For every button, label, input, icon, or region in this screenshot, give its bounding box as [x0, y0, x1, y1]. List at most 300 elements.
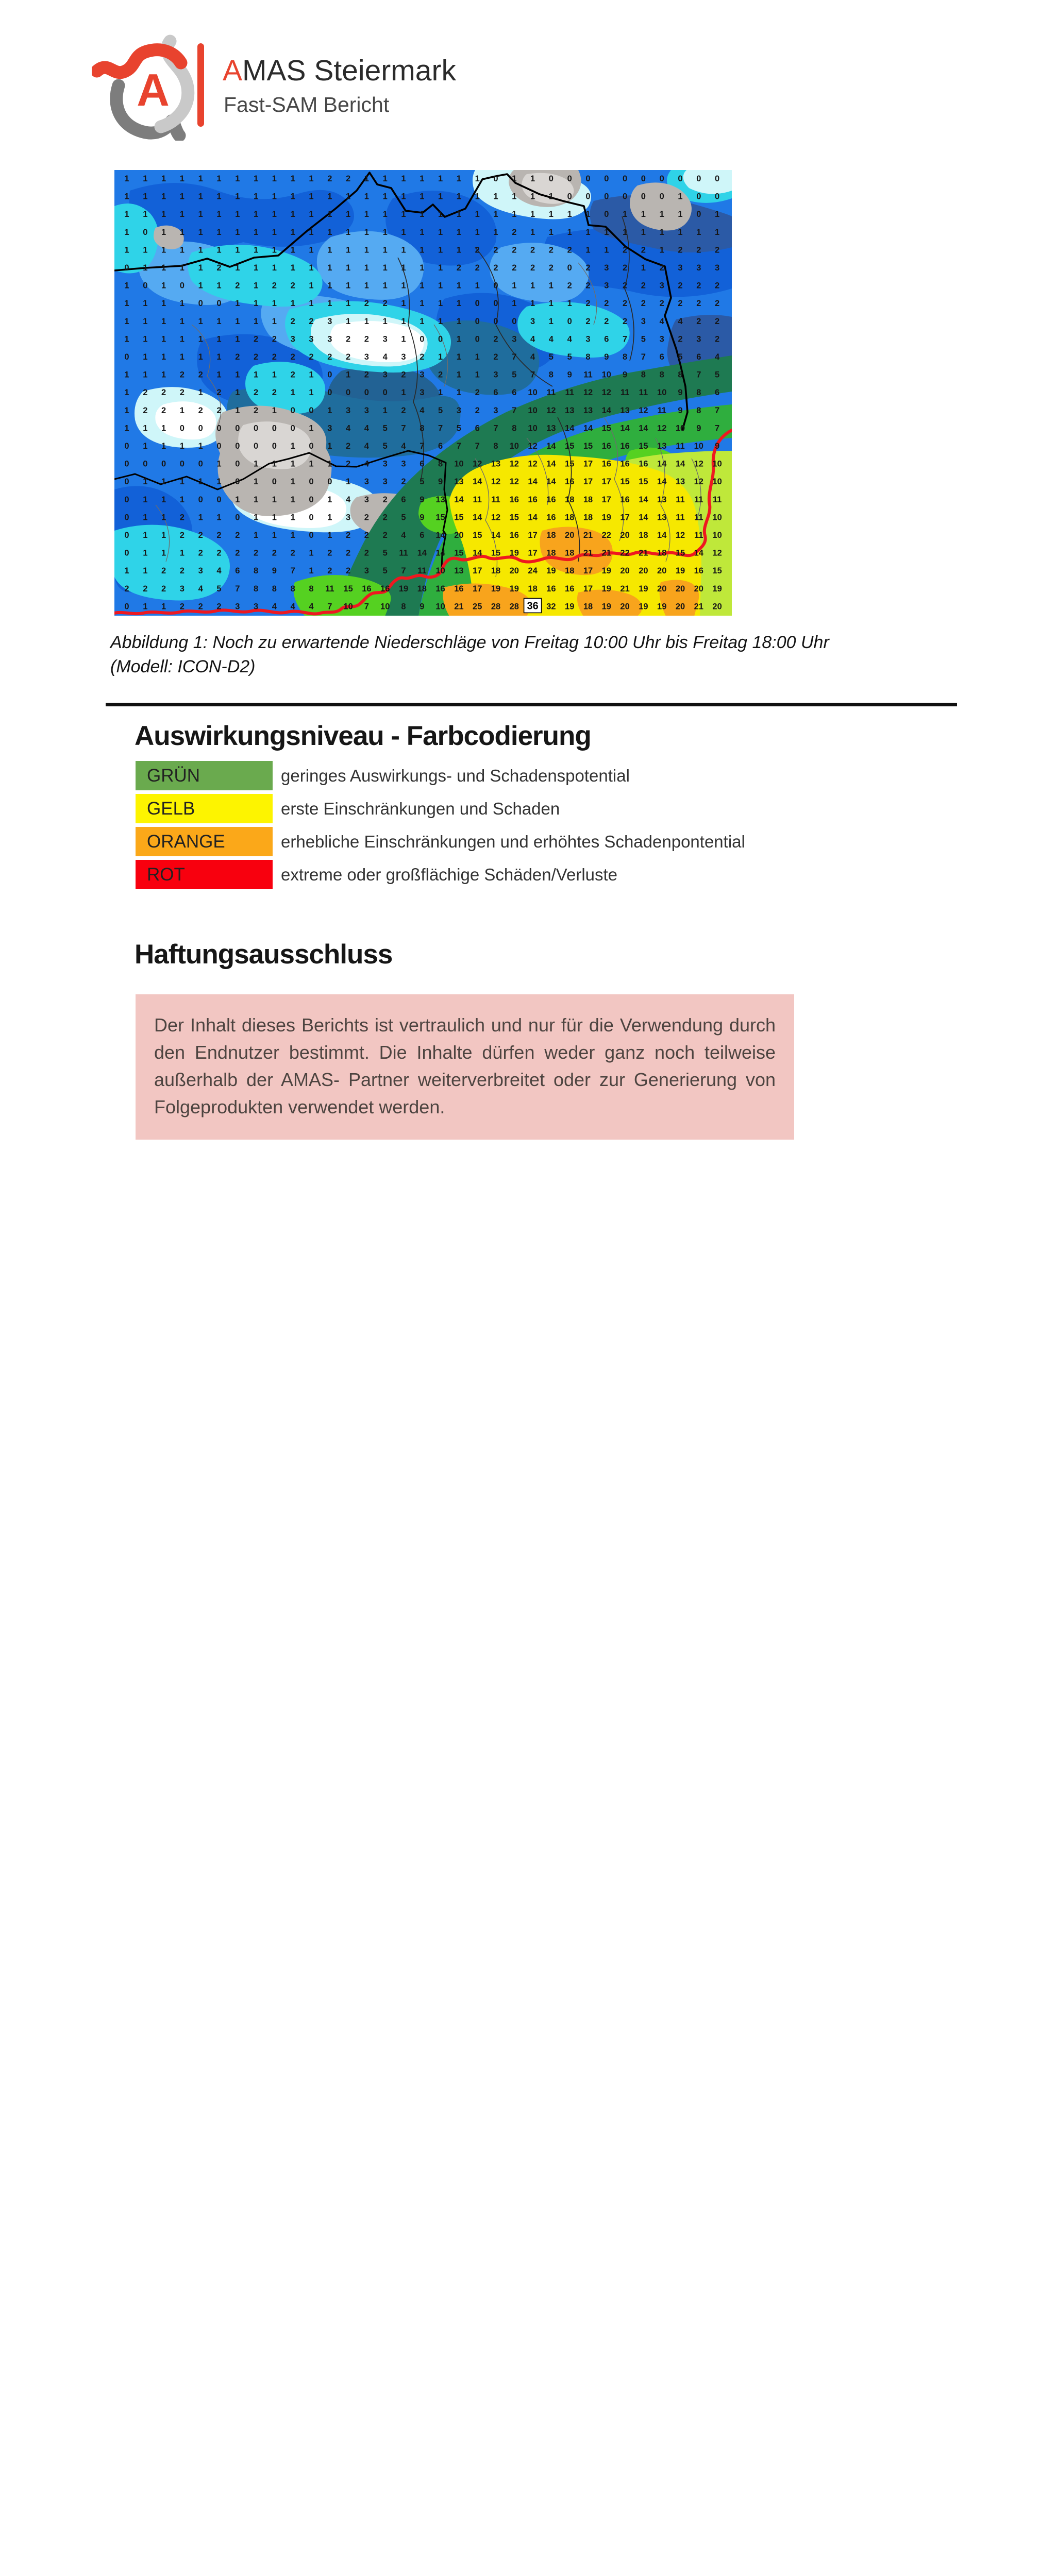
grid-value: 1 — [235, 299, 240, 309]
grid-value: 1 — [364, 174, 369, 183]
grid-value: 5 — [548, 352, 553, 362]
grid-value: 0 — [143, 281, 148, 291]
grid-value: 1 — [198, 210, 203, 219]
grid-value: 2 — [641, 245, 646, 255]
grid-value: 14 — [546, 459, 556, 469]
grid-value: 18 — [491, 566, 501, 576]
grid-value: 1 — [548, 299, 553, 309]
grid-value: 7 — [235, 584, 240, 594]
grid-value: 3 — [604, 281, 609, 291]
grid-value: 12 — [546, 405, 556, 415]
grid-value: 1 — [143, 442, 148, 451]
grid-value: 1 — [309, 227, 314, 237]
grid-value: 1 — [641, 210, 646, 219]
brand-rest: MAS Steiermark — [242, 54, 456, 87]
grid-value: 1 — [235, 245, 240, 255]
grid-value: 1 — [272, 531, 277, 540]
disclaimer-box — [136, 994, 794, 1140]
grid-value: 17 — [583, 477, 593, 487]
brand-title — [223, 54, 456, 88]
grid-value: 0 — [198, 459, 203, 469]
grid-value: 2 — [364, 513, 369, 522]
grid-value: 1 — [567, 299, 572, 309]
grid-value: 13 — [657, 495, 667, 504]
grid-value: 1 — [456, 192, 461, 201]
grid-value: 1 — [420, 192, 425, 201]
grid-value: 0 — [143, 459, 148, 469]
grid-value: 5 — [438, 405, 443, 415]
grid-value: 0 — [235, 513, 240, 522]
legend-row-orange — [136, 827, 909, 856]
grid-value: 2 — [254, 548, 259, 558]
grid-value: 4 — [198, 584, 203, 594]
grid-value: 1 — [124, 245, 129, 255]
grid-value: 14 — [675, 459, 685, 469]
grid-value: 18 — [565, 548, 575, 558]
grid-value: 15 — [454, 513, 464, 522]
grid-value: 1 — [438, 316, 443, 326]
grid-value: 2 — [290, 548, 295, 558]
grid-value: 0 — [272, 423, 277, 433]
grid-value: 1 — [143, 352, 148, 362]
grid-value: 14 — [528, 477, 538, 487]
grid-value: 2 — [548, 245, 553, 255]
grid-value: 1 — [143, 423, 148, 433]
grid-value: 0 — [124, 531, 129, 540]
grid-value: 2 — [143, 405, 148, 415]
grid-value: 21 — [583, 548, 593, 558]
grid-value: 1 — [678, 227, 683, 237]
grid-value: 1 — [327, 192, 332, 201]
grid-value: 1 — [161, 495, 166, 504]
grid-value: 1 — [475, 370, 480, 380]
grid-value: 1 — [272, 263, 277, 273]
grid-value: 1 — [179, 245, 184, 255]
grid-value: 2 — [290, 352, 295, 362]
grid-value: 17 — [528, 548, 538, 558]
grid-value: 2 — [346, 566, 351, 576]
grid-value: 8 — [696, 405, 701, 415]
grid-value: 2 — [364, 334, 369, 344]
legend-swatch-orange: ORANGE — [136, 827, 273, 856]
grid-value: 2 — [401, 405, 406, 415]
grid-value: 1 — [161, 370, 166, 380]
grid-value: 15 — [639, 477, 648, 487]
grid-value: 1 — [567, 227, 572, 237]
grid-value: 2 — [216, 388, 222, 398]
grid-value: 1 — [198, 245, 203, 255]
grid-value: 2 — [143, 388, 148, 398]
grid-value: 1 — [179, 263, 184, 273]
grid-value: 3 — [678, 263, 683, 273]
grid-value: 20 — [620, 531, 630, 540]
grid-value: 2 — [696, 299, 701, 309]
grid-value: 8 — [272, 584, 277, 594]
grid-value: 7 — [475, 442, 480, 451]
grid-value: 1 — [198, 334, 203, 344]
grid-value: 1 — [143, 531, 148, 540]
grid-value: 1 — [143, 210, 148, 219]
grid-value: 1 — [235, 263, 240, 273]
grid-value: 1 — [179, 227, 184, 237]
grid-value: 2 — [198, 548, 203, 558]
grid-value: 0 — [198, 299, 203, 309]
grid-value: 13 — [546, 423, 556, 433]
grid-value: 1 — [179, 352, 184, 362]
grid-value: 1 — [161, 174, 166, 183]
grid-value: 16 — [620, 442, 630, 451]
grid-value: 1 — [161, 548, 166, 558]
grid-value: 8 — [420, 423, 425, 433]
grid-value: 1 — [272, 405, 277, 415]
grid-value: 1 — [290, 299, 295, 309]
grid-value: 1 — [143, 548, 148, 558]
grid-value: 6 — [715, 388, 720, 398]
grid-value: 1 — [659, 227, 664, 237]
grid-value: 1 — [124, 281, 129, 291]
grid-value: 3 — [198, 566, 203, 576]
grid-value: 2 — [179, 602, 184, 612]
grid-value: 1 — [198, 477, 203, 487]
grid-value: 0 — [512, 316, 517, 326]
grid-value: 3 — [382, 459, 388, 469]
grid-value: 22 — [620, 548, 630, 558]
grid-value: 2 — [678, 299, 683, 309]
grid-value: 9 — [715, 442, 720, 451]
grid-value: 1 — [364, 227, 369, 237]
grid-value: 0 — [235, 459, 240, 469]
grid-value: 3 — [309, 334, 314, 344]
legend-row-rot — [136, 860, 909, 889]
grid-value: 8 — [659, 370, 664, 380]
grid-value: 1 — [254, 477, 259, 487]
grid-value: 1 — [216, 459, 222, 469]
legend-description: extreme oder großflächige Schäden/Verluste — [281, 865, 618, 884]
map-svg — [114, 170, 732, 616]
grid-value: 3 — [364, 477, 369, 487]
grid-value: 11 — [417, 566, 427, 576]
grid-value: 0 — [604, 192, 609, 201]
grid-value: 10 — [454, 459, 464, 469]
grid-value: 0 — [641, 174, 646, 183]
grid-value: 20 — [620, 602, 630, 612]
grid-value: 2 — [235, 548, 240, 558]
grid-value: 0 — [475, 299, 480, 309]
grid-value: 14 — [473, 477, 482, 487]
grid-value: 6 — [696, 352, 701, 362]
grid-value: 1 — [179, 477, 184, 487]
grid-value: 2 — [254, 352, 259, 362]
grid-value: 10 — [380, 602, 390, 612]
grid-value: 13 — [435, 495, 445, 504]
grid-value: 1 — [493, 227, 498, 237]
grid-value: 9 — [420, 495, 425, 504]
grid-value: 1 — [438, 263, 443, 273]
grid-value: 3 — [327, 334, 332, 344]
grid-value: 12 — [601, 388, 611, 398]
grid-value: 1 — [309, 174, 314, 183]
grid-value: 19 — [601, 566, 611, 576]
grid-value: 19 — [639, 584, 648, 594]
grid-value: 1 — [548, 316, 553, 326]
grid-value: 1 — [216, 316, 222, 326]
grid-value: 3 — [364, 405, 369, 415]
grid-value: 2 — [623, 263, 628, 273]
grid-value: 2 — [216, 548, 222, 558]
grid-value: 2 — [290, 281, 295, 291]
grid-value: 15 — [491, 548, 501, 558]
grid-value: 0 — [254, 442, 259, 451]
grid-value: 1 — [420, 174, 425, 183]
grid-value: 2 — [659, 299, 664, 309]
grid-value: 0 — [364, 388, 369, 398]
grid-value: 1 — [401, 192, 406, 201]
grid-value: 12 — [473, 459, 482, 469]
grid-value: 0 — [659, 192, 664, 201]
grid-value: 1 — [254, 513, 259, 522]
grid-value: 3 — [659, 334, 664, 344]
grid-value: 12 — [675, 531, 685, 540]
grid-value: 1 — [161, 442, 166, 451]
grid-value: 19 — [509, 584, 519, 594]
grid-value: 14 — [417, 548, 427, 558]
grid-value: 1 — [124, 316, 129, 326]
grid-value: 3 — [364, 495, 369, 504]
grid-value: 1 — [678, 192, 683, 201]
grid-value: 1 — [456, 334, 461, 344]
grid-value: 1 — [179, 548, 184, 558]
grid-value: 2 — [420, 352, 425, 362]
grid-value: 1 — [382, 210, 388, 219]
grid-value: 4 — [567, 334, 572, 344]
grid-value: 1 — [179, 334, 184, 344]
grid-value: 3 — [456, 405, 461, 415]
grid-value: 0 — [567, 192, 572, 201]
grid-value: 2 — [475, 263, 480, 273]
grid-value: 11 — [639, 388, 648, 398]
grid-value: 1 — [272, 459, 277, 469]
grid-value: 1 — [179, 192, 184, 201]
grid-value: 2 — [401, 370, 406, 380]
grid-value: 2 — [364, 548, 369, 558]
grid-value: 1 — [512, 281, 517, 291]
grid-value: 1 — [438, 352, 443, 362]
grid-value: 1 — [198, 174, 203, 183]
grid-value: 1 — [512, 192, 517, 201]
grid-value: 2 — [161, 584, 166, 594]
grid-value: 2 — [216, 602, 222, 612]
grid-value: 1 — [143, 192, 148, 201]
grid-value: 3 — [715, 263, 720, 273]
grid-value: 1 — [161, 334, 166, 344]
grid-value: 7 — [512, 352, 517, 362]
grid-value: 2 — [475, 245, 480, 255]
grid-value: 1 — [143, 477, 148, 487]
grid-value: 14 — [528, 513, 538, 522]
grid-value: 1 — [124, 405, 129, 415]
grid-value: 1 — [235, 495, 240, 504]
grid-value: 3 — [290, 334, 295, 344]
grid-value: 3 — [512, 334, 517, 344]
grid-value: 1 — [254, 227, 259, 237]
grid-value: 1 — [198, 513, 203, 522]
caption-line2: (Modell: ICON-D2) — [110, 656, 256, 676]
grid-value: 1 — [438, 192, 443, 201]
grid-value: 1 — [272, 210, 277, 219]
grid-value: 13 — [675, 477, 685, 487]
grid-value: 2 — [364, 299, 369, 309]
grid-value: 0 — [179, 459, 184, 469]
grid-value: 24 — [528, 566, 538, 576]
grid-value: 1 — [420, 299, 425, 309]
grid-value: 4 — [401, 442, 406, 451]
grid-value: 0 — [604, 174, 609, 183]
grid-value: 0 — [124, 263, 129, 273]
grid-value: 1 — [290, 263, 295, 273]
grid-value: 14 — [473, 513, 482, 522]
grid-value: 1 — [327, 513, 332, 522]
grid-value: 2 — [346, 548, 351, 558]
grid-value: 1 — [235, 227, 240, 237]
grid-value: 1 — [456, 370, 461, 380]
grid-value: 1 — [438, 174, 443, 183]
grid-value: 2 — [530, 263, 535, 273]
grid-value: 6 — [604, 334, 609, 344]
grid-value: 1 — [198, 281, 203, 291]
grid-value: 8 — [290, 584, 295, 594]
grid-value: 1 — [327, 210, 332, 219]
grid-value: 12 — [528, 459, 538, 469]
grid-value: 17 — [583, 566, 593, 576]
grid-value: 14 — [491, 531, 501, 540]
grid-value: 1 — [346, 192, 351, 201]
grid-value: 21 — [639, 548, 648, 558]
grid-value: 1 — [290, 192, 295, 201]
grid-value: 13 — [454, 566, 464, 576]
grid-value: 1 — [641, 263, 646, 273]
legend-row-gelb — [136, 794, 909, 823]
grid-value: 1 — [143, 513, 148, 522]
grid-value: 1 — [161, 423, 166, 433]
grid-value: 1 — [272, 495, 277, 504]
grid-value: 1 — [364, 192, 369, 201]
grid-value: 0 — [659, 174, 664, 183]
grid-value: 1 — [272, 299, 277, 309]
grid-value: 6 — [420, 531, 425, 540]
grid-value: 1 — [272, 316, 277, 326]
grid-value: 1 — [124, 388, 129, 398]
grid-value: 1 — [309, 192, 314, 201]
grid-value: 15 — [509, 513, 519, 522]
grid-value: 2 — [382, 495, 388, 504]
grid-value: 1 — [438, 210, 443, 219]
grid-value: 16 — [620, 495, 630, 504]
grid-value: 2 — [327, 352, 332, 362]
grid-value: 2 — [179, 388, 184, 398]
disclaimer-text: Der Inhalt dieses Berichts ist vertraulich und nur für die Verwendung durch den Endnutzer bestimmt. Die Inhalte dürfen weder ganz noch teilweise außerhalb der AMAS- Partner weiterverbreitet oder zur Generierung von Folgeprodukten verwendet werden. — [154, 1014, 776, 1117]
grid-value: 3 — [530, 316, 535, 326]
grid-value: 1 — [548, 192, 553, 201]
grid-value: 0 — [309, 442, 314, 451]
grid-value: 7 — [512, 405, 517, 415]
map-caption — [110, 631, 961, 679]
grid-value: 1 — [530, 174, 535, 183]
grid-value: 1 — [124, 227, 129, 237]
grid-value: 16 — [639, 459, 648, 469]
grid-value: 1 — [456, 316, 461, 326]
grid-value: 1 — [161, 299, 166, 309]
grid-value: 9 — [604, 352, 609, 362]
grid-value: 3 — [346, 513, 351, 522]
grid-value: 1 — [124, 370, 129, 380]
grid-value: 12 — [491, 513, 501, 522]
grid-value: 3 — [254, 602, 259, 612]
grid-value: 5 — [401, 513, 406, 522]
grid-value: 20 — [694, 584, 703, 594]
grid-value: 2 — [696, 245, 701, 255]
grid-value: 16 — [454, 584, 464, 594]
grid-value: 0 — [235, 477, 240, 487]
grid-value: 10 — [601, 370, 611, 380]
grid-value: 0 — [198, 495, 203, 504]
grid-value: 0 — [216, 423, 222, 433]
grid-value: 1 — [143, 370, 148, 380]
grid-value: 7 — [456, 442, 461, 451]
grid-value: 15 — [601, 423, 611, 433]
grid-value: 2 — [512, 263, 517, 273]
grid-value: 17 — [601, 477, 611, 487]
precipitation-map — [114, 170, 732, 616]
grid-value: 11 — [657, 405, 666, 415]
grid-value: 20 — [639, 566, 648, 576]
grid-value: 1 — [604, 245, 609, 255]
grid-value: 1 — [272, 174, 277, 183]
grid-value: 11 — [712, 495, 722, 504]
grid-value: 2 — [456, 263, 461, 273]
grid-value: 1 — [420, 263, 425, 273]
grid-value: 2 — [179, 513, 184, 522]
grid-value: 0 — [198, 423, 203, 433]
grid-value: 14 — [435, 531, 445, 540]
grid-value: 2 — [382, 299, 388, 309]
grid-value: 1 — [254, 459, 259, 469]
grid-value: 0 — [567, 174, 572, 183]
grid-value: 2 — [290, 370, 295, 380]
grid-value: 16 — [509, 531, 519, 540]
impact-section-title: Auswirkungsniveau - Farbcodierung — [135, 721, 591, 751]
grid-value: 2 — [493, 245, 498, 255]
grid-value: 15 — [454, 548, 464, 558]
grid-value: 16 — [620, 459, 630, 469]
grid-value: 1 — [364, 210, 369, 219]
grid-value: 1 — [179, 210, 184, 219]
grid-value: 11 — [325, 584, 334, 594]
grid-value: 3 — [493, 370, 498, 380]
grid-value: 4 — [715, 352, 720, 362]
grid-value: 2 — [198, 531, 203, 540]
grid-value: 19 — [509, 548, 519, 558]
grid-value: 1 — [475, 210, 480, 219]
grid-value: 11 — [583, 370, 593, 380]
grid-value: 1 — [235, 334, 240, 344]
grid-value: 0 — [143, 227, 148, 237]
grid-value: 2 — [475, 405, 480, 415]
brand-subtitle: Fast-SAM Bericht — [224, 93, 390, 116]
grid-value: 1 — [475, 281, 480, 291]
grid-value: 1 — [235, 192, 240, 201]
grid-value: 3 — [641, 316, 646, 326]
grid-value: 0 — [235, 442, 240, 451]
